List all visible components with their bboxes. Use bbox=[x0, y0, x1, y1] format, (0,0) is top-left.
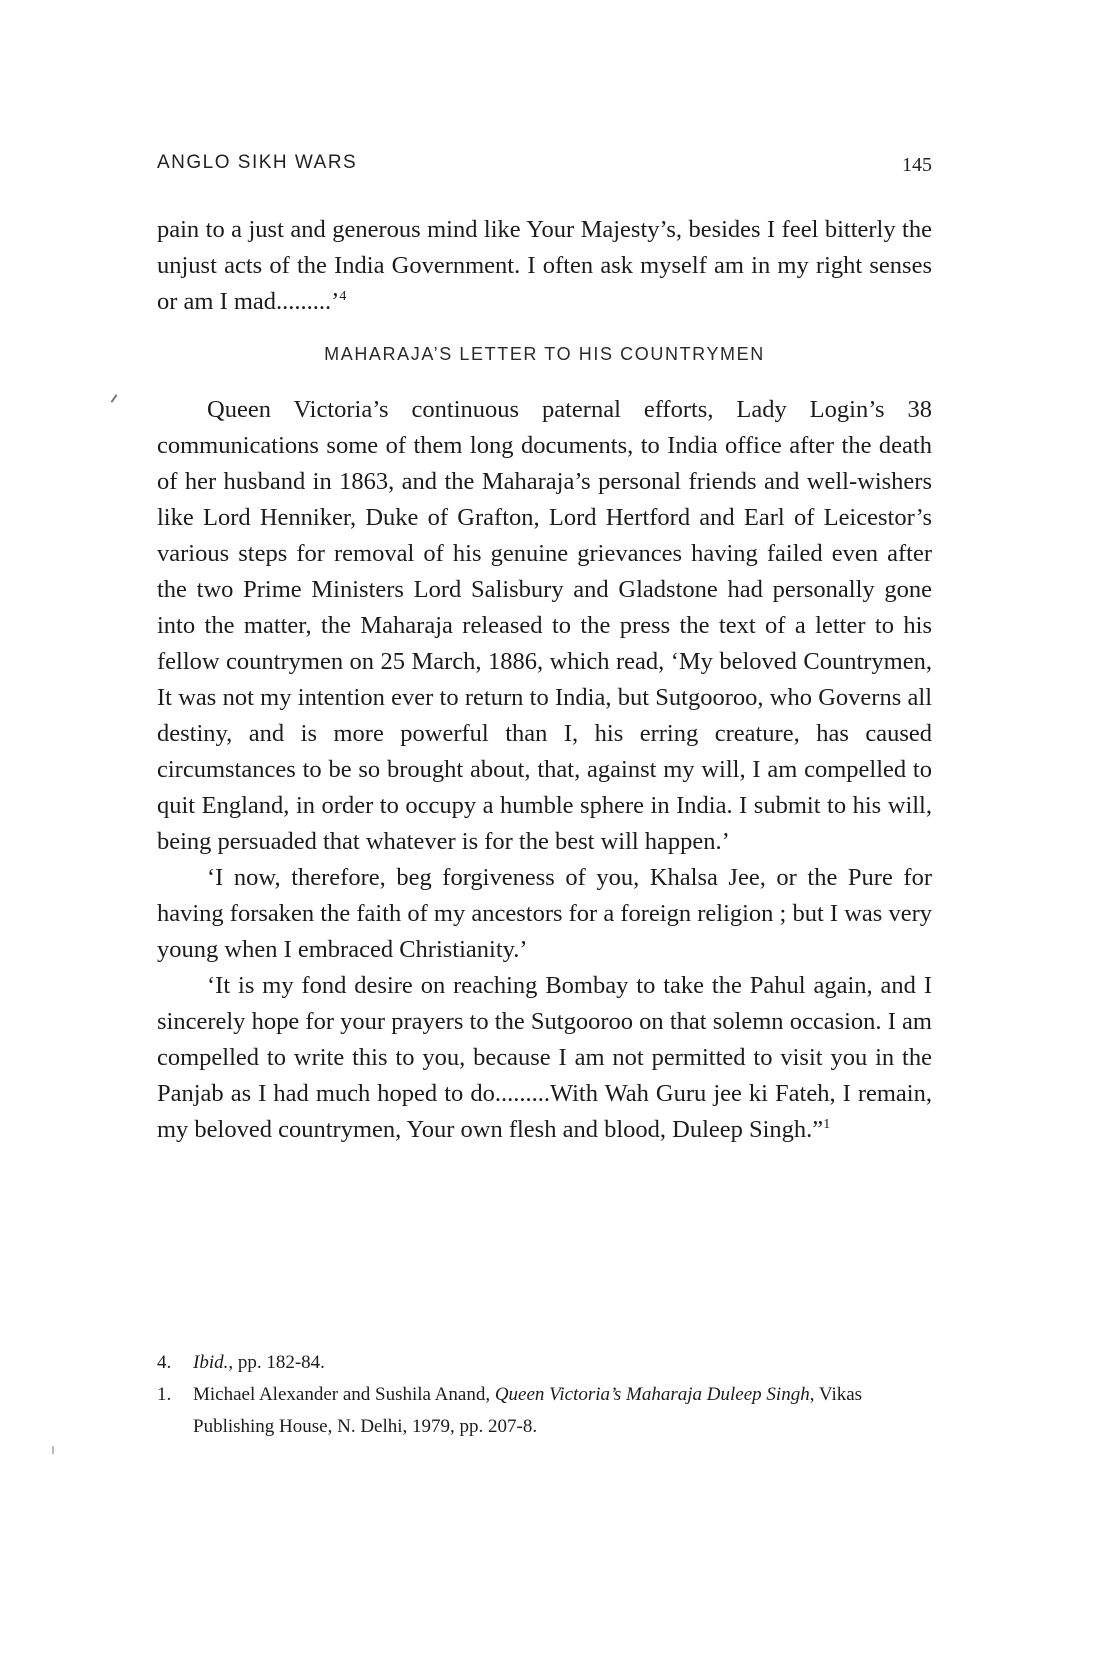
footnote-rest: , Vikas Publishing House, N. Delhi, 1979, pp. 207-8. bbox=[193, 1384, 863, 1437]
footnotes bbox=[157, 1347, 932, 1443]
footnote bbox=[157, 1379, 932, 1443]
paragraph: ‘I now, therefore, beg forgiveness of you, Khalsa Jee, or the Pure for having forsaken the faith of my ancestors for a foreign religion ; but I was very young when I embraced Christianity.’ bbox=[157, 864, 932, 963]
paragraph bbox=[157, 968, 932, 1148]
section-heading: MAHARAJA’S LETTER TO HIS COUNTRYMEN bbox=[324, 344, 765, 364]
footnote bbox=[157, 1347, 932, 1379]
body-text bbox=[157, 212, 932, 1148]
stray-pen-mark bbox=[111, 394, 118, 403]
paragraph-continuation bbox=[157, 212, 932, 320]
footnote-text bbox=[193, 1347, 932, 1379]
running-header bbox=[157, 152, 932, 182]
footnote-number: 4. bbox=[157, 1352, 172, 1373]
paragraph: Queen Victoria’s continuous paternal efforts, Lady Login’s 38 communications some of them long documents, to India office after the death of her husband in 1863, and the Maharaja’s personal friends and well-wishers like Lord Henniker, Duke of Grafton, Lord Hertford and Earl of Leicestor’s various steps for removal of his genuine grievances having failed even after the two Prime Ministers Lord Salisbury and Gladstone had personally gone into the matter, the Maharaja released to the press the text of a letter to his fellow countrymen on 25 March, 1886, which read, ‘My beloved Countrymen, It was not my intention ever to return to India, but Sutgooroo, who Governs all destiny, and is more powerful than I, his erring creature, has caused circumstances to be so brought about, that, against my will, I am compelled to quit England, in order to occupy a humble sphere in India. I submit to his will, being persuaded that whatever is for the best will happen.’ bbox=[157, 396, 932, 855]
stray-scan-mark bbox=[52, 1446, 54, 1454]
paragraph-text: ‘It is my fond desire on reaching Bombay to take the Pahul again, and I sincerely hope for your prayers to the Sutgooroo on that solemn occasion. I am compelled to write this to you, because I am not permitted to visit you in the Panjab as I had much hoped to do.........With Wah Guru jee ki Fateh, I remain, my beloved countrymen, Your own flesh and blood, Duleep Singh.” bbox=[157, 972, 932, 1143]
page-number: 145 bbox=[902, 154, 932, 176]
footnote-rest: , pp. 182-84. bbox=[228, 1352, 325, 1373]
running-title: ANGLO SIKH WARS bbox=[157, 152, 358, 173]
footnote-text bbox=[193, 1379, 932, 1443]
footnote-number: 1. bbox=[157, 1384, 172, 1405]
footnote-ref: 4 bbox=[339, 289, 347, 304]
footnote-lead: Michael Alexander and Sushila Anand, bbox=[193, 1384, 495, 1405]
footnote-italic: Ibid. bbox=[193, 1352, 229, 1373]
footnote-italic: Queen Victoria’s Maharaja Duleep Singh bbox=[494, 1384, 810, 1405]
paragraph-text: pain to a just and generous mind like Your Majesty’s, besides I feel bitterly the unjust acts of the India Government. I often ask myself am in my right senses or am I mad.........’ bbox=[157, 216, 932, 315]
footnote-ref: 1 bbox=[823, 1117, 831, 1132]
